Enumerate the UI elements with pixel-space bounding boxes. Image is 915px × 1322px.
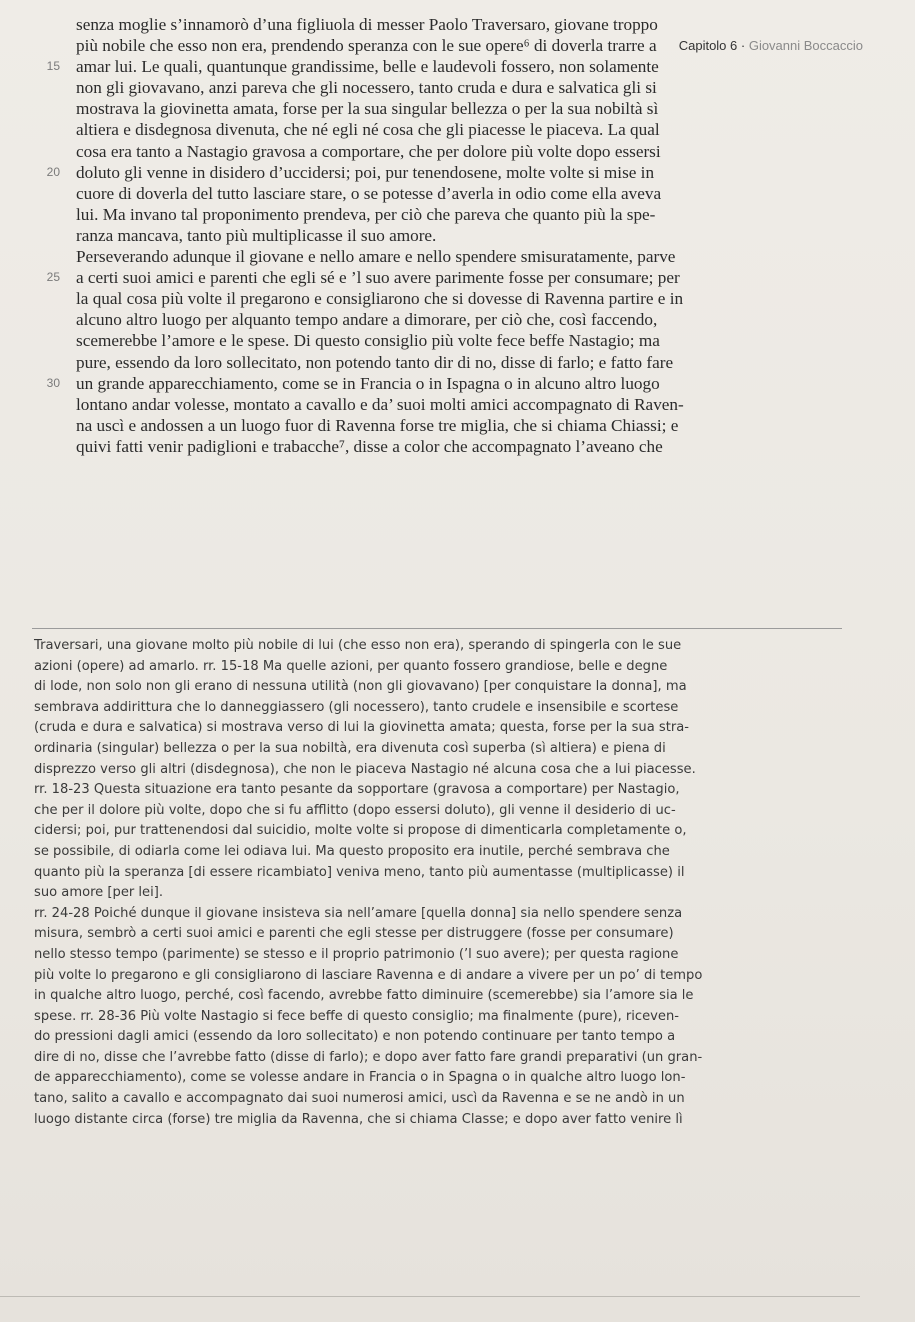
note-line: rr. 18-23 Questa situazione era tanto pesante da sopportare (gravosa a comportare) per Nastagio, (34, 782, 680, 798)
text-line: alcuno altro luogo per alquanto tempo andare a dimorare, per ciò che, così faccendo, (76, 310, 658, 330)
text-line: 15 amar lui. Le quali, quantunque grandissime, belle e laudevoli fossero, non solamente (76, 56, 858, 77)
note-line: nello stesso tempo (parimente) se stesso e il proprio patrimonio (’l suo avere); per questa ragione (34, 946, 679, 962)
text-line: ranza mancava, tanto più multiplicasse il suo amore. (76, 225, 437, 245)
note-line: ordinaria (singular) bellezza o per la sua nobiltà, era divenuta così superba (sì altiera) e piena di (34, 740, 666, 756)
text-line: mostrava la giovinetta amata, forse per la sua singular bellezza o per la sua nobiltà sì (76, 99, 659, 119)
text-line: senza moglie s’innamorò d’una figliuola di messer Paolo Traversaro, giovane troppo (76, 15, 658, 34)
text-line: 20 doluto gli venne in disidero d’uccidersi; poi, pur tenendosene, molte volte si mise in (76, 162, 858, 183)
note-line: luogo distante circa (forse) tre miglia da Ravenna, che si chiama Classe; e dopo aver fatto venire lì (34, 1111, 683, 1127)
note-line: quanto più la speranza [di essere ricambiato] veniva meno, tanto più aumentasse (multiplicasse) il (34, 864, 685, 880)
text-line: na uscì e andossen a un luogo fuor di Ravenna forse tre miglia, che si chiama Chiassi; e (76, 415, 679, 435)
note-line: do pressioni dagli amici (essendo da loro sollecitato) e non potendo continuare per tanto tempo a (34, 1029, 676, 1045)
line-number: 30 (46, 375, 60, 390)
note-line: dire di no, disse che l’avrebbe fatto (disse di farlo); e dopo aver fatto fare grandi preparativi (un gran- (34, 1049, 703, 1065)
paraphrase-notes (34, 636, 854, 1130)
text-line: 25 a certi suoi amici e parenti che egli sé e ’l suo avere parimente fosse per consumare; per (76, 267, 858, 288)
note-line: de apparecchiamento), come se volesse andare in Francia o in Spagna o in qualche altro luogo lon- (34, 1070, 686, 1086)
text-line: la qual cosa più volte il pregarono e consigliarono che si dovesse di Ravenna partire e in (76, 289, 684, 309)
text-line: pure, essendo da loro sollecitato, non potendo tanto dir di no, disse di farlo; e fatto fare (76, 352, 674, 372)
note-line: misura, sembrò a certi suoi amici e parenti che egli stesse per distruggere (fosse per consumare) (34, 926, 674, 942)
text-line: scemerebbe l’amore e le spese. Di questo consiglio più volte fece beffe Nastagio; ma (76, 331, 660, 351)
line-number: 25 (46, 270, 60, 285)
text-line: 30 un grande apparecchiamento, come se in Francia o in Ispagna o in alcuno altro luogo (76, 373, 858, 394)
note-line: Traversari, una giovane molto più nobile di lui (che esso non era), sperando di spingerla con le sue (34, 638, 682, 653)
notes-divider (32, 628, 842, 629)
text-line: non gli giovavano, anzi pareva che gli nocessero, tanto cruda e dura e salvatica gli si (76, 78, 657, 98)
text-line: quivi fatti venir padiglioni e trabacche⁷, disse a color che accompagnato l’aveano che (76, 436, 663, 456)
note-line: disprezzo verso gli altri (disdegnosa), che non le piaceva Nastagio né alcuna cosa che a lui piacesse. (34, 761, 696, 777)
note-line: più volte lo pregarono e gli consigliarono di lasciare Ravenna e di andare a vivere per un po’ di tempo (34, 967, 703, 983)
note-line: sembrava addirittura che lo danneggiassero (gli nocessero), tanto crudele e insensibile e scortese (34, 699, 679, 715)
line-number: 15 (46, 59, 60, 74)
note-line: di lode, non solo non gli erano di nessuna utilità (non gli giovavano) [per conquistare la donna], ma (34, 679, 687, 695)
note-line: tano, salito a cavallo e accompagnato dai suoi numerosi amici, uscì da Ravenna e se ne andò in un (34, 1091, 685, 1107)
line-number: 20 (46, 164, 60, 179)
text-line: cuore di doverla del tutto lasciare stare, o se potesse d’averla in odio come ella aveva (76, 183, 662, 203)
text-line: Perseverando adunque il giovane e nello amare e nello spendere smisuratamente, parve (76, 247, 676, 267)
note-line: se possibile, di odiarla come lei odiava lui. Ma questo proposito era inutile, perché sembrava che (34, 843, 670, 859)
note-line: rr. 24-28 Poiché dunque il giovane insisteva sia nell’amare [quella donna] sia nello spendere senza (34, 905, 683, 921)
note-line: suo amore [per lei]. (34, 885, 164, 901)
note-line: azioni (opere) ad amarlo. rr. 15-18 Ma quelle azioni, per quanto fossero grandiose, belle e degne (34, 658, 668, 674)
text-line: lui. Ma invano tal proponimento prendeva, per ciò che pareva che quanto più la spe- (76, 204, 656, 224)
primary-text (46, 14, 858, 457)
note-line: spese. rr. 28-36 Più volte Nastagio si fece beffe di questo consiglio; ma finalmente (pure), riceven- (34, 1008, 680, 1024)
page-edge-line (0, 1296, 860, 1297)
text-line: cosa era tanto a Nastagio gravosa a comportare, che per dolore più volte dopo essersi (76, 141, 661, 161)
text-line: lontano andar volesse, montato a cavallo e da’ suoi molti amici accompagnato di Raven- (76, 394, 684, 414)
note-line: (cruda e dura e salvatica) si mostrava verso di lui la giovinetta amata; questa, forse per la sua stra- (34, 720, 689, 736)
note-line: che per il dolore più volte, dopo che si fu afflitto (dopo essersi doluto), gli venne il desiderio di uc- (34, 802, 676, 818)
author-name: Giovanni Boccaccio (748, 38, 863, 53)
chapter-label: Capitolo 6 · (678, 38, 746, 53)
text-line: più nobile che esso non era, prendendo speranza con le sue opere⁶ di doverla trarre a (76, 36, 657, 56)
note-line: in qualche altro luogo, perché, così facendo, avrebbe fatto diminuire (scemerebbe) sia l’amore sia le (34, 988, 694, 1004)
text-line: altiera e disdegnosa divenuta, che né egli né cosa che gli piacesse le piaceva. La qual (76, 120, 660, 140)
note-line: cidersi; poi, pur trattenendosi dal suicidio, molte volte si propose di dimenticarla completamente o, (34, 823, 687, 839)
